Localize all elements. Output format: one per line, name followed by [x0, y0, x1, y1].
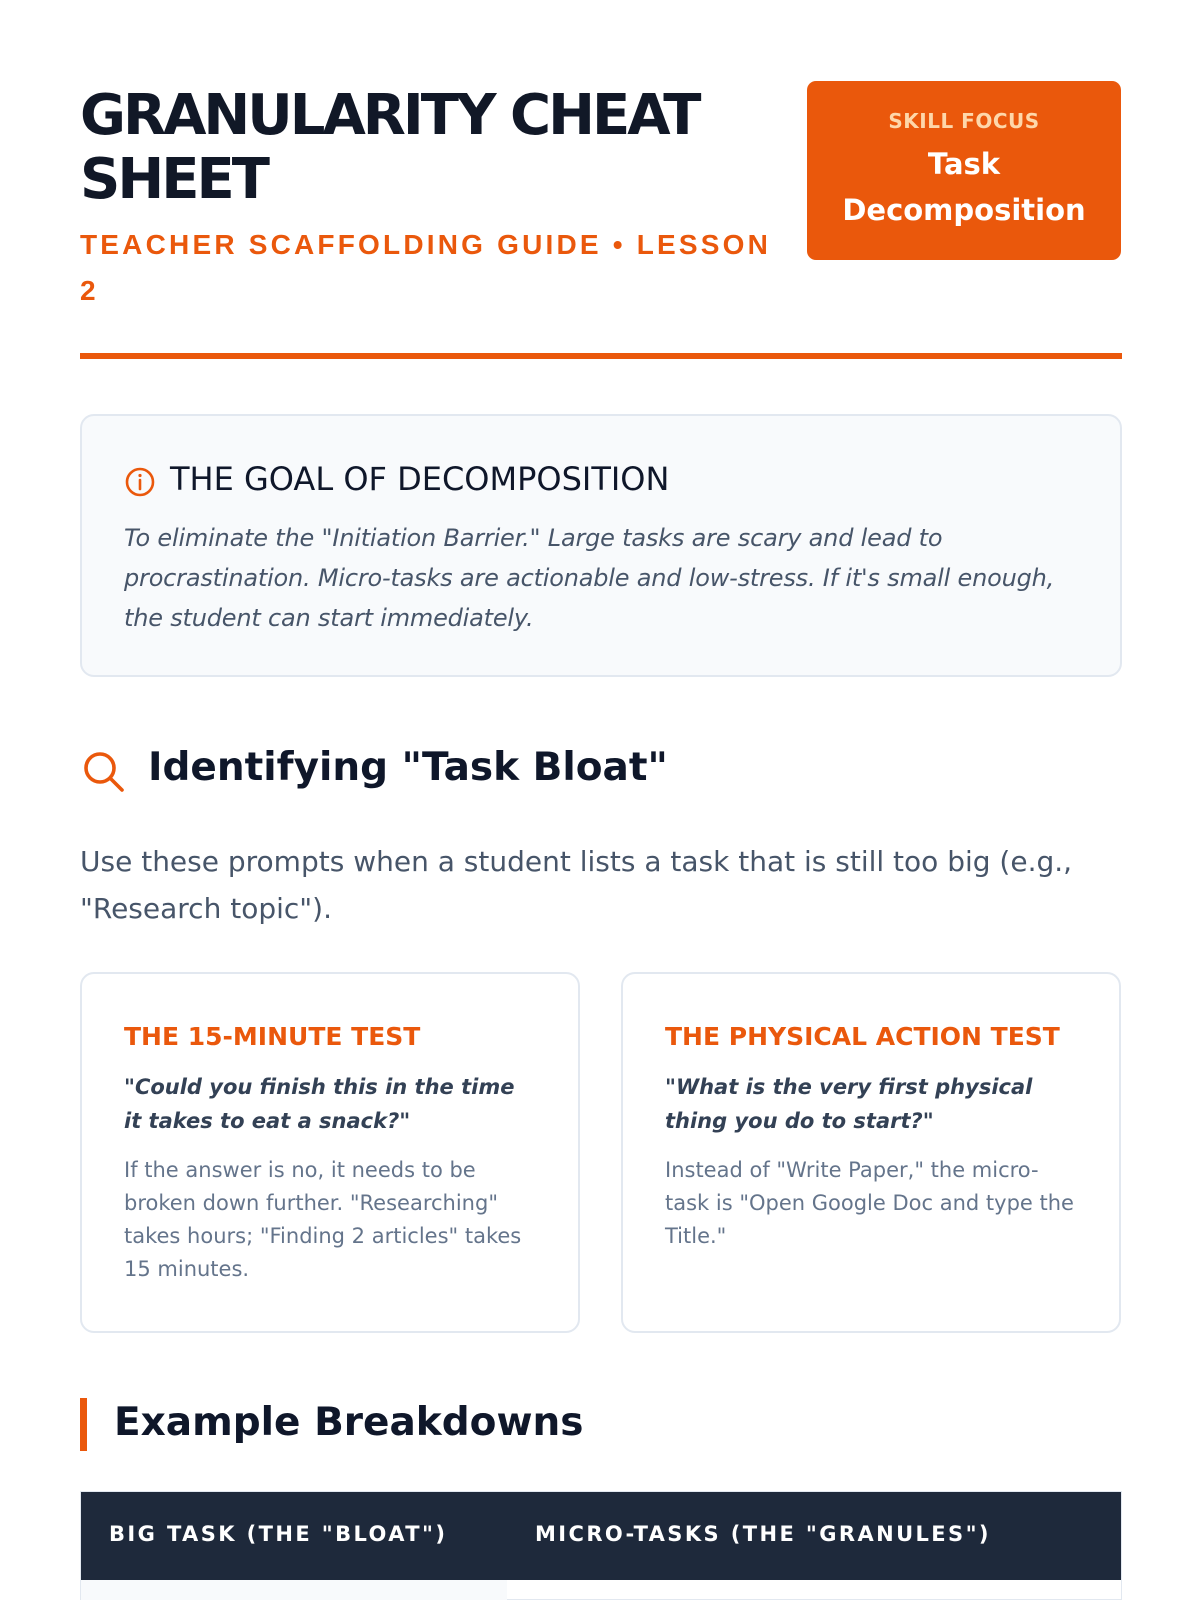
search-icon [82, 750, 126, 794]
task-bloat-description: Use these prompts when a student lists a task that is still too big (e.g., "Research topic"). [80, 845, 1073, 925]
skill-focus-value: Task Decomposition [842, 147, 1086, 227]
examples-table [80, 1491, 1122, 1600]
test-card-body: If the answer is no, it needs to be broken down further. "Researching" takes hours; "Finding 2 articles" takes 15 minutes. [124, 1158, 522, 1281]
skill-focus-badge [807, 81, 1121, 260]
test-card-quote: "Could you finish this in the time it takes to eat a snack?" [124, 1075, 515, 1133]
column-header-micro-tasks: MICRO-TASKS (THE "GRANULES") [535, 1522, 991, 1546]
test-card-physical-action [621, 972, 1121, 1333]
test-card-quote: "What is the very first physical thing you do to start?" [665, 1075, 1033, 1133]
goal-callout [80, 414, 1122, 677]
table-header-row [81, 1492, 1121, 1580]
skill-focus-label: SKILL FOCUS [888, 109, 1040, 133]
test-card-body: Instead of "Write Paper," the micro-task is "Open Google Doc and type the Title." [665, 1158, 1074, 1248]
goal-title: THE GOAL OF DECOMPOSITION [170, 460, 670, 498]
test-card-title: THE PHYSICAL ACTION TEST [665, 1022, 1060, 1051]
header-divider [80, 353, 1122, 359]
examples-heading: Example Breakdowns [114, 1400, 584, 1445]
task-bloat-heading: Identifying "Task Bloat" [148, 745, 668, 790]
table-row [81, 1580, 507, 1600]
test-card-title: THE 15-MINUTE TEST [124, 1022, 421, 1051]
page-title: GRANULARITY CHEAT SHEET [80, 83, 699, 212]
page-subtitle: TEACHER SCAFFOLDING GUIDE • LESSON 2 [80, 229, 772, 306]
info-icon [124, 466, 156, 498]
goal-text: To eliminate the "Initiation Barrier." Large tasks are scary and lead to procrastination. Micro-tasks are actionable and low-stress. If it's small enough, the student can start immediately. [124, 524, 1055, 632]
column-header-big-task: BIG TASK (THE "BLOAT") [109, 1522, 448, 1546]
test-card-15-minute [80, 972, 580, 1333]
section-accent-bar [80, 1398, 87, 1451]
